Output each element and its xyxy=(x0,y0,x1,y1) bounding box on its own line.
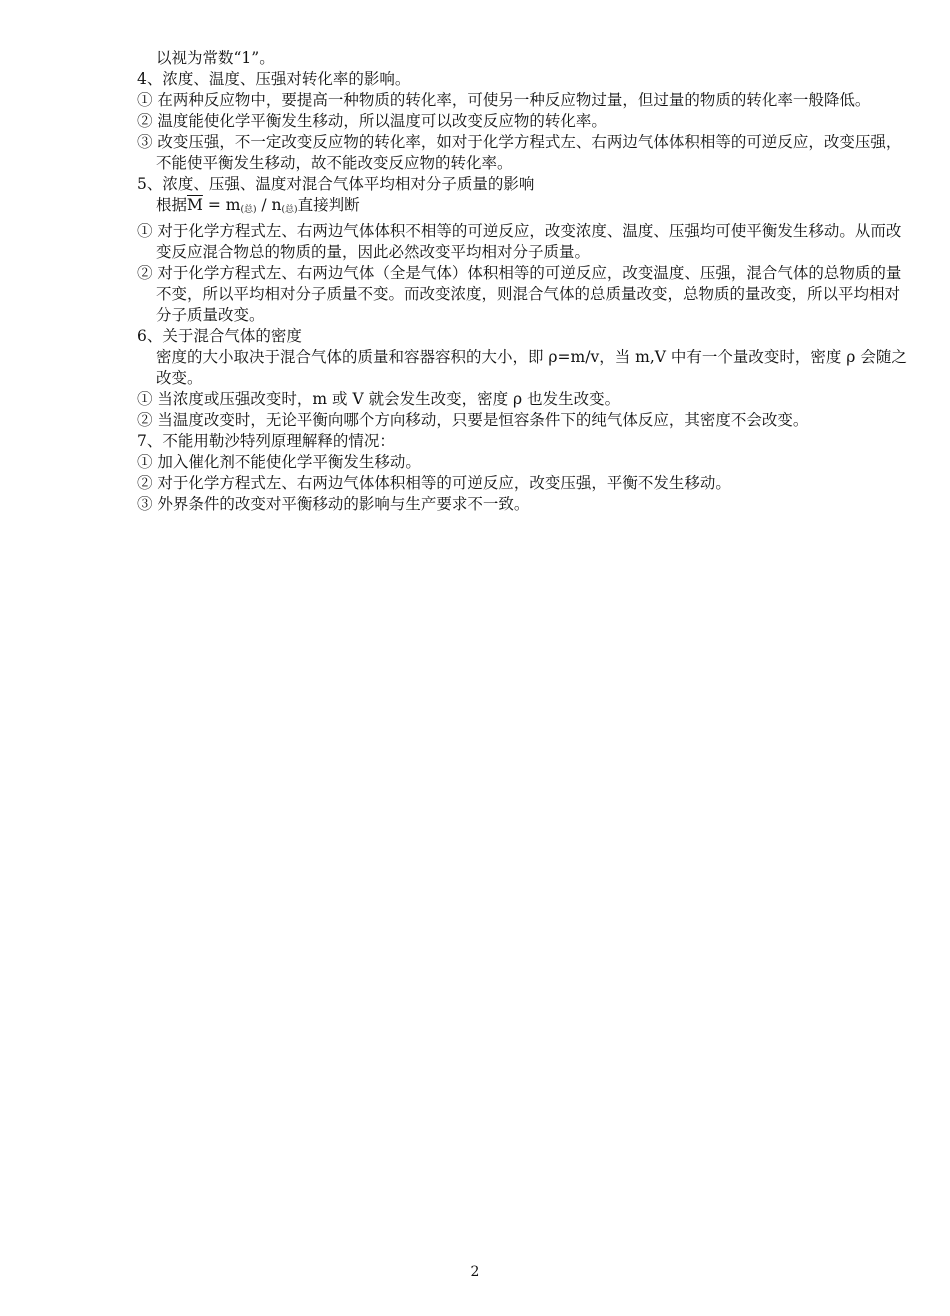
list-item: ② 对于化学方程式左、右两边气体体积相等的可逆反应，改变压强，平衡不发生移动。 xyxy=(137,474,731,492)
formula-subscript: (总) xyxy=(240,205,257,215)
formula-equals: = m xyxy=(202,196,241,214)
formula-subscript: (总) xyxy=(281,205,298,215)
list-item: ① 当浓度或压强改变时，m 或 V 就会发生改变，密度 ρ 也发生改变。 xyxy=(137,390,621,408)
formula-symbol: $\overline{M}$ xyxy=(187,196,203,214)
list-item: ③ 改变压强，不一定改变反应物的转化率，如对于化学方程式左、右两边气体体积相等的可逆反应，改变压强，不能使平衡发生移动，故不能改变反应物的转化率。 xyxy=(137,133,902,172)
list-item: ② 温度能使化学平衡发生移动，所以温度可以改变反应物的转化率。 xyxy=(137,112,607,130)
list-item: ③ 外界条件的改变对平衡移动的影响与生产要求不一致。 xyxy=(137,495,530,513)
section-heading-6: 6、关于混合气体的密度 xyxy=(137,327,302,345)
list-item: ② 对于化学方程式左、右两边气体（全是气体）体积相等的可逆反应，改变温度、压强，混合气体的总物质的量不变，所以平均相对分子质量不变。而改变浓度，则混合气体的总质量改变，总物质的量改变，所以平均相对分子质量改变。 xyxy=(137,264,902,324)
formula-prefix: 根据 xyxy=(156,196,188,214)
page-number: 2 xyxy=(470,1264,480,1280)
list-item: ① 对于化学方程式左、右两边气体体积不相等的可逆反应，改变浓度、温度、压强均可使平衡发生移动。从而改变反应混合物总的物质的量，因此必然改变平均相对分子质量。 xyxy=(137,222,902,261)
text-line: 以视为常数“1”。 xyxy=(156,49,275,67)
section-heading-7: 7、不能用勒沙特列原理解释的情况： xyxy=(137,432,395,450)
formula-suffix: 直接判断 xyxy=(297,196,360,214)
section-heading-4: 4、浓度、温度、压强对转化率的影响。 xyxy=(137,70,411,88)
section-heading-5: 5、浓度、压强、温度对混合气体平均相对分子质量的影响 xyxy=(137,175,535,193)
list-item: ① 在两种反应物中，要提高一种物质的转化率，可使另一种反应物过量，但过量的物质的转化率一般降低。 xyxy=(137,91,871,109)
formula-line xyxy=(137,195,913,221)
list-item: ② 当温度改变时，无论平衡向哪个方向移动，只要是恒容条件下的纯气体反应，其密度不会改变。 xyxy=(137,411,809,429)
list-item: ① 加入催化剂不能使化学平衡发生移动。 xyxy=(137,453,421,471)
text-line: 密度的大小取决于混合气体的质量和容器容积的大小，即 ρ=m/v，当 m,V 中有一个量改变时，密度 ρ 会随之改变。 xyxy=(156,348,907,387)
formula-slash: / n xyxy=(256,196,282,214)
document-body xyxy=(137,48,913,515)
